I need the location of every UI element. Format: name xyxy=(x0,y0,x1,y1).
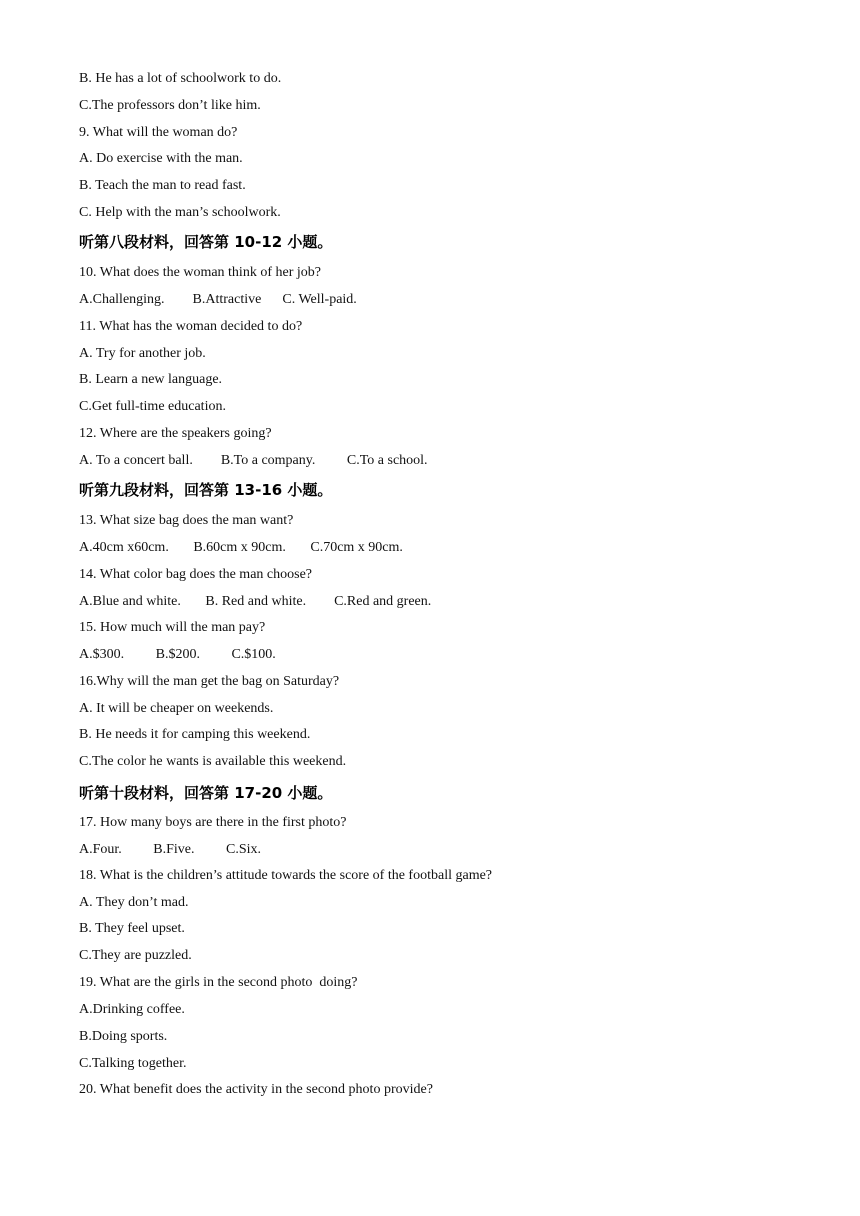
question-20: 20. What benefit does the activity in the second photo provide? xyxy=(79,1082,433,1097)
option-11b: B. Learn a new language. xyxy=(79,372,223,387)
section-heading-10: 听第十段材料，回答第 17-20 小题。 xyxy=(79,784,333,802)
option-9b: B. Teach the man to read fast. xyxy=(79,178,246,193)
option-19a: A.Drinking coffee. xyxy=(79,1002,185,1017)
options-14: A.Blue and white. B. Red and white. C.Red and green. xyxy=(79,594,432,609)
option-19b: B.Doing sports. xyxy=(79,1029,168,1044)
question-15: 15. How much will the man pay? xyxy=(79,620,266,635)
option-18a: A. They don’t mad. xyxy=(79,895,189,910)
options-13: A.40cm x60cm. B.60cm x 90cm. C.70cm x 90cm. xyxy=(79,540,403,555)
question-18: 18. What is the children’s attitude towards the score of the football game? xyxy=(79,868,493,883)
question-9: 9. What will the woman do? xyxy=(79,125,238,140)
question-19: 19. What are the girls in the second photo doing? xyxy=(79,975,358,990)
option-16c: C.The color he wants is available this weekend. xyxy=(79,754,347,769)
question-11: 11. What has the woman decided to do? xyxy=(79,319,303,334)
question-16: 16.Why will the man get the bag on Saturday? xyxy=(79,674,340,689)
option-16b: B. He needs it for camping this weekend. xyxy=(79,727,311,742)
option-8c: C.The professors don’t like him. xyxy=(79,98,261,113)
question-17: 17. How many boys are there in the first photo? xyxy=(79,815,347,830)
section-heading-8: 听第八段材料，回答第 10-12 小题。 xyxy=(79,233,333,251)
question-10: 10. What does the woman think of her job? xyxy=(79,265,321,280)
option-16a: A. It will be cheaper on weekends. xyxy=(79,701,274,716)
option-11c: C.Get full-time education. xyxy=(79,399,226,414)
option-18b: B. They feel upset. xyxy=(79,921,185,936)
option-9c: C. Help with the man’s schoolwork. xyxy=(79,205,281,220)
question-12: 12. Where are the speakers going? xyxy=(79,426,272,441)
options-10: A.Challenging. B.Attractive C. Well-paid. xyxy=(79,292,357,307)
option-11a: A. Try for another job. xyxy=(79,346,206,361)
options-12: A. To a concert ball. B.To a company. C.To a school. xyxy=(79,453,428,468)
option-19c: C.Talking together. xyxy=(79,1056,187,1071)
section-heading-9: 听第九段材料，回答第 13-16 小题。 xyxy=(79,481,333,499)
option-18c: C.They are puzzled. xyxy=(79,948,192,963)
option-9a: A. Do exercise with the man. xyxy=(79,151,243,166)
question-13: 13. What size bag does the man want? xyxy=(79,513,294,528)
question-14: 14. What color bag does the man choose? xyxy=(79,567,313,582)
options-17: A.Four. B.Five. C.Six. xyxy=(79,842,262,857)
option-8b: B. He has a lot of schoolwork to do. xyxy=(79,71,282,86)
options-15: A.$300. B.$200. C.$100. xyxy=(79,647,276,662)
